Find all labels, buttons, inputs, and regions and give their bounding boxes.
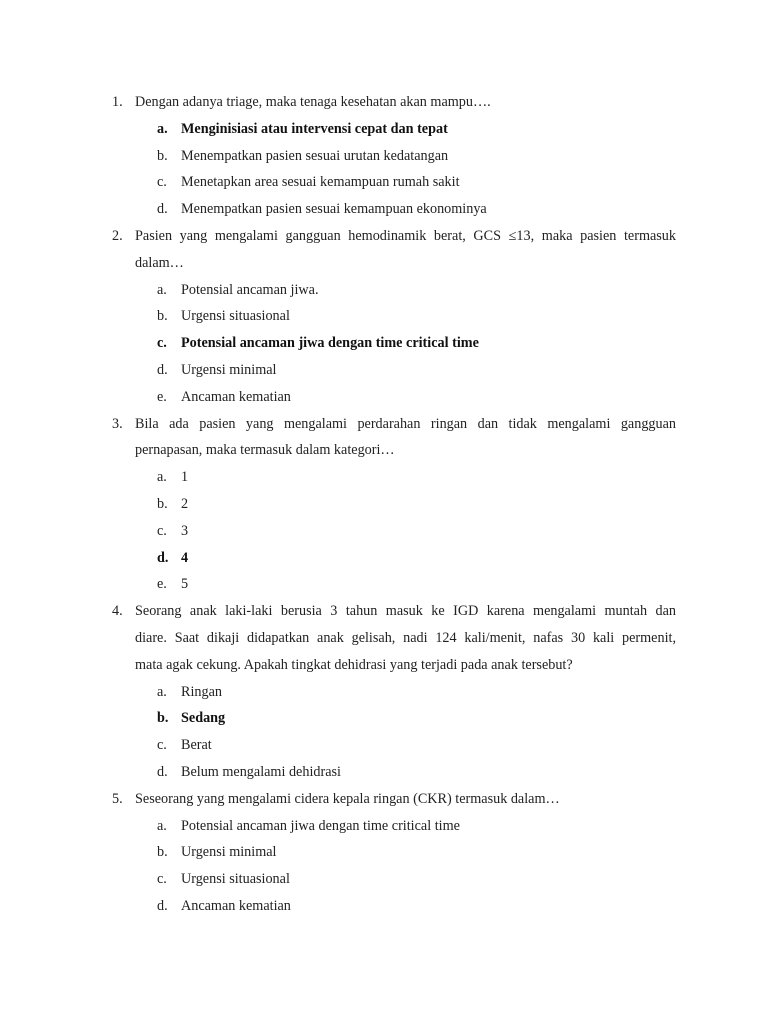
answer-option [0, 759, 768, 786]
question-text: Pasien yang mengalami gangguan hemodinamik berat, GCS ≤13, maka pasien termasuk [135, 227, 676, 244]
question-1 [0, 89, 768, 223]
question-number: 5. [112, 790, 123, 807]
answer-option-correct [0, 545, 768, 572]
option-text: Potensial ancaman jiwa. [181, 281, 319, 298]
answer-option [0, 679, 768, 706]
answer-option [0, 384, 768, 411]
option-text: Berat [181, 737, 212, 754]
answer-option [0, 732, 768, 759]
option-letter: d. [157, 549, 169, 566]
option-letter: a. [157, 281, 167, 298]
question-text: Dengan adanya triage, maka tenaga kesehatan akan mampu…. [135, 94, 491, 110]
option-text: 1 [181, 469, 189, 486]
option-letter: a. [157, 683, 167, 700]
option-letter: a. [157, 817, 167, 834]
question-text: Bila ada pasien yang mengalami perdarahan ringan dan tidak mengalami gangguan [135, 415, 676, 432]
answer-option [0, 277, 768, 304]
option-letter: b. [157, 308, 168, 325]
option-text: Menginisiasi atau intervensi cepat dan tepat [181, 120, 448, 137]
option-text: 2 [181, 495, 189, 512]
option-letter: b. [157, 147, 168, 164]
option-letter: d. [157, 897, 168, 914]
option-text: 3 [181, 522, 189, 539]
answer-option-correct [0, 116, 768, 143]
option-letter: a. [157, 120, 168, 137]
question-line [0, 437, 768, 464]
option-letter: a. [157, 469, 167, 486]
option-letter: b. [157, 844, 168, 861]
question-line [0, 250, 768, 277]
option-letter: b. [157, 495, 168, 512]
answer-option [0, 303, 768, 330]
answer-option [0, 143, 768, 170]
answer-option-correct [0, 705, 768, 732]
question-number: 3. [112, 415, 123, 432]
answer-option [0, 491, 768, 518]
option-text: Menetapkan area sesuai kemampuan rumah sakit [181, 174, 460, 191]
option-text: 5 [181, 576, 189, 593]
option-text: Urgensi situasional [181, 308, 290, 325]
answer-option [0, 866, 768, 893]
option-text: Sedang [181, 710, 226, 727]
question-2 [0, 223, 768, 411]
question-line [0, 223, 768, 250]
question-line [0, 786, 768, 813]
answer-option [0, 571, 768, 598]
question-text: Seorang anak laki-laki berusia 3 tahun masuk ke IGD karena mengalami muntah dan [135, 603, 676, 620]
option-text: Potensial ancaman jiwa dengan time critical time [181, 817, 460, 834]
option-text: Urgensi situasional [181, 871, 290, 888]
option-letter: d. [157, 201, 168, 218]
quiz-document [0, 89, 768, 920]
option-text: Belum mengalami dehidrasi [181, 763, 341, 780]
question-text: diare. Saat dikaji didapatkan anak gelisah, nadi 124 kali/menit, nafas 30 kali permenit, [135, 629, 676, 646]
option-text: Urgensi minimal [181, 361, 277, 378]
question-text: dalam… [135, 254, 184, 271]
option-letter: d. [157, 763, 168, 780]
question-line [0, 598, 768, 625]
answer-option [0, 357, 768, 384]
option-text: Urgensi minimal [181, 844, 277, 861]
option-letter: c. [157, 522, 167, 539]
question-3 [0, 411, 768, 599]
option-text: Ancaman kematian [181, 897, 291, 914]
option-letter: c. [157, 335, 167, 352]
option-letter: c. [157, 871, 167, 888]
answer-option [0, 518, 768, 545]
question-4 [0, 598, 768, 786]
question-number: 4. [112, 603, 123, 620]
option-text: Menempatkan pasien sesuai urutan kedatangan [181, 147, 449, 164]
answer-option [0, 839, 768, 866]
question-line [0, 652, 768, 679]
option-letter: e. [157, 388, 167, 405]
answer-option [0, 196, 768, 223]
question-line [0, 625, 768, 652]
question-number: 1. [112, 94, 123, 110]
answer-option [0, 813, 768, 840]
question-number: 2. [112, 227, 123, 244]
question-text: Seseorang yang mengalami cidera kepala ringan (CKR) termasuk dalam… [135, 790, 560, 807]
option-text: Menempatkan pasien sesuai kemampuan ekonominya [181, 201, 487, 218]
option-text: Ringan [181, 683, 222, 700]
option-letter: d. [157, 361, 168, 378]
question-line [0, 89, 768, 116]
option-letter: c. [157, 737, 167, 754]
question-text: mata agak cekung. Apakah tingkat dehidrasi yang terjadi pada anak tersebut? [135, 656, 573, 673]
question-line [0, 411, 768, 438]
answer-option [0, 893, 768, 920]
option-text: 4 [181, 549, 189, 566]
option-text: Ancaman kematian [181, 388, 291, 405]
answer-option [0, 169, 768, 196]
option-letter: c. [157, 174, 167, 191]
answer-option-correct [0, 330, 768, 357]
option-text: Potensial ancaman jiwa dengan time critical time [181, 335, 479, 352]
option-letter: b. [157, 710, 169, 727]
question-5 [0, 786, 768, 920]
question-text: pernapasan, maka termasuk dalam kategori… [135, 442, 395, 459]
option-letter: e. [157, 576, 167, 593]
answer-option [0, 464, 768, 491]
